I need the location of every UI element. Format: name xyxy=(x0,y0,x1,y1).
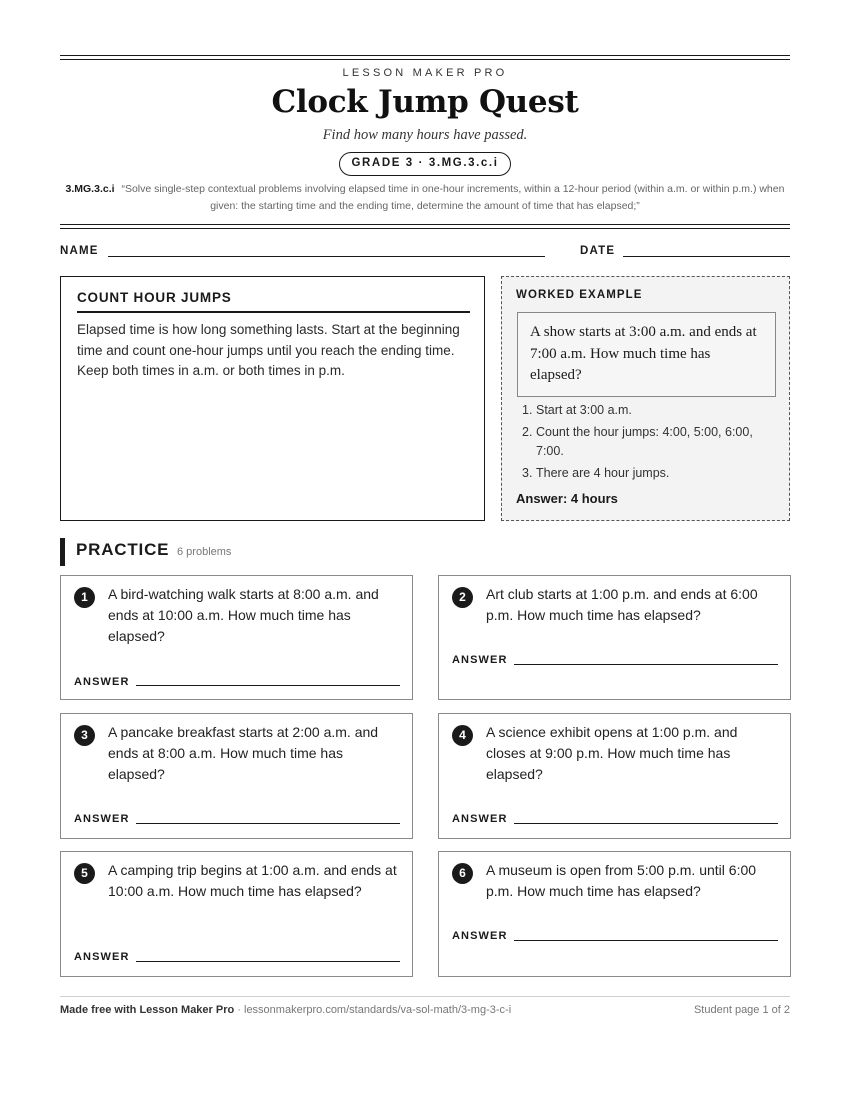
problem-card-1 xyxy=(60,575,413,700)
practice-count: 6 problems xyxy=(177,546,232,558)
problem-text: A bird-watching walk starts at 8:00 a.m. and ends at 10:00 a.m. How much time has elapsed? xyxy=(108,586,379,644)
footer-made-with: Made free with Lesson Maker Pro xyxy=(60,1004,235,1016)
worked-example-steps xyxy=(522,401,777,486)
answer-field-1[interactable] xyxy=(136,685,400,686)
problem-text: A science exhibit opens at 1:00 p.m. and closes at 9:00 p.m. How much time has elapsed? xyxy=(486,724,738,782)
worked-example-box xyxy=(501,276,790,521)
answer-label: ANSWER xyxy=(74,951,130,963)
step-text: Count the hour jumps: 4:00, 5:00, 6:00, 7:00. xyxy=(536,425,753,458)
problem-card-3 xyxy=(60,713,413,839)
step-text: There are 4 hour jumps. xyxy=(536,466,670,480)
footer-rule xyxy=(60,996,790,997)
problem-number-badge: 5 xyxy=(74,863,95,884)
worked-example-question: A show starts at 3:00 a.m. and ends at 7:00 a.m. How much time has elapsed? xyxy=(517,312,776,397)
step-number: 1. xyxy=(522,403,533,417)
date-field[interactable] xyxy=(623,256,790,257)
brand-name: LESSON MAKER PRO xyxy=(342,67,508,79)
concept-box xyxy=(60,276,485,521)
name-label: NAME xyxy=(60,245,99,257)
practice-accent-bar xyxy=(60,538,65,566)
footer-url[interactable]: lessonmakerpro.com/standards/va-sol-math/3-mg-3-c-i xyxy=(244,1004,512,1016)
problem-text: A camping trip begins at 1:00 a.m. and ends at 10:00 a.m. How much time has elapsed? xyxy=(108,862,397,899)
problem-number-badge: 6 xyxy=(452,863,473,884)
answer-label: ANSWER xyxy=(74,676,130,688)
header-top-rule xyxy=(60,55,790,60)
worked-example-step xyxy=(522,401,777,420)
standard-text: “Solve single-step contextual problems involving elapsed time in one-hour increments, within a 12-hour period (within a.m. or within p.m.) when given: the starting time and the ending time, determine the amount of time that has elapsed;” xyxy=(121,183,785,212)
answer-label: ANSWER xyxy=(74,813,130,825)
worksheet-title: Clock Jump Quest xyxy=(271,84,579,120)
problem-text: A pancake breakfast starts at 2:00 a.m. and ends at 8:00 a.m. How much time has elapsed? xyxy=(108,724,379,782)
step-number: 3. xyxy=(522,466,533,480)
worksheet-subtitle: Find how many hours have passed. xyxy=(322,127,528,143)
answer-field-2[interactable] xyxy=(514,664,778,665)
footer-credit xyxy=(60,1004,511,1016)
grade-badge: GRADE 3 · 3.MG.3.c.i xyxy=(339,152,511,176)
worked-example-answer: Answer: 4 hours xyxy=(516,491,618,506)
answer-field-5[interactable] xyxy=(136,961,400,962)
concept-text: Elapsed time is how long something lasts. Start at the beginning time and count one-hour jumps until you reach the ending time. Keep both times in a.m. or both times in p.m. xyxy=(77,322,460,378)
problem-number-badge: 1 xyxy=(74,587,95,608)
answer-field-6[interactable] xyxy=(514,940,778,941)
worksheet-page xyxy=(60,0,790,1100)
problem-card-4 xyxy=(438,713,791,839)
step-text: Start at 3:00 a.m. xyxy=(536,403,632,417)
problem-number-badge: 4 xyxy=(452,725,473,746)
answer-label: ANSWER xyxy=(452,930,508,942)
problem-number-badge: 3 xyxy=(74,725,95,746)
problem-card-2 xyxy=(438,575,791,700)
problem-text: A museum is open from 5:00 p.m. until 6:00 p.m. How much time has elapsed? xyxy=(486,862,757,899)
answer-label: ANSWER xyxy=(452,654,508,666)
standard-code: 3.MG.3.c.i xyxy=(65,183,115,195)
footer-page-label: Student page 1 of 2 xyxy=(693,1004,790,1016)
name-field[interactable] xyxy=(108,256,545,257)
answer-field-4[interactable] xyxy=(514,823,778,824)
problem-card-6 xyxy=(438,851,791,977)
worked-example-step xyxy=(522,423,777,461)
problem-number-badge: 2 xyxy=(452,587,473,608)
step-number: 2. xyxy=(522,425,533,439)
standard-description xyxy=(60,181,790,214)
footer-separator: · xyxy=(234,1004,244,1016)
concept-title: COUNT HOUR JUMPS xyxy=(77,290,470,313)
date-label: DATE xyxy=(580,245,616,257)
answer-field-3[interactable] xyxy=(136,823,400,824)
problem-card-5 xyxy=(60,851,413,977)
problem-text: Art club starts at 1:00 p.m. and ends at 6:00 p.m. How much time has elapsed? xyxy=(486,586,758,623)
practice-title: PRACTICE xyxy=(76,540,170,559)
header-bottom-rule xyxy=(60,224,790,229)
answer-label: ANSWER xyxy=(452,813,508,825)
worked-example-step xyxy=(522,464,777,483)
worked-example-title: WORKED EXAMPLE xyxy=(516,289,643,301)
